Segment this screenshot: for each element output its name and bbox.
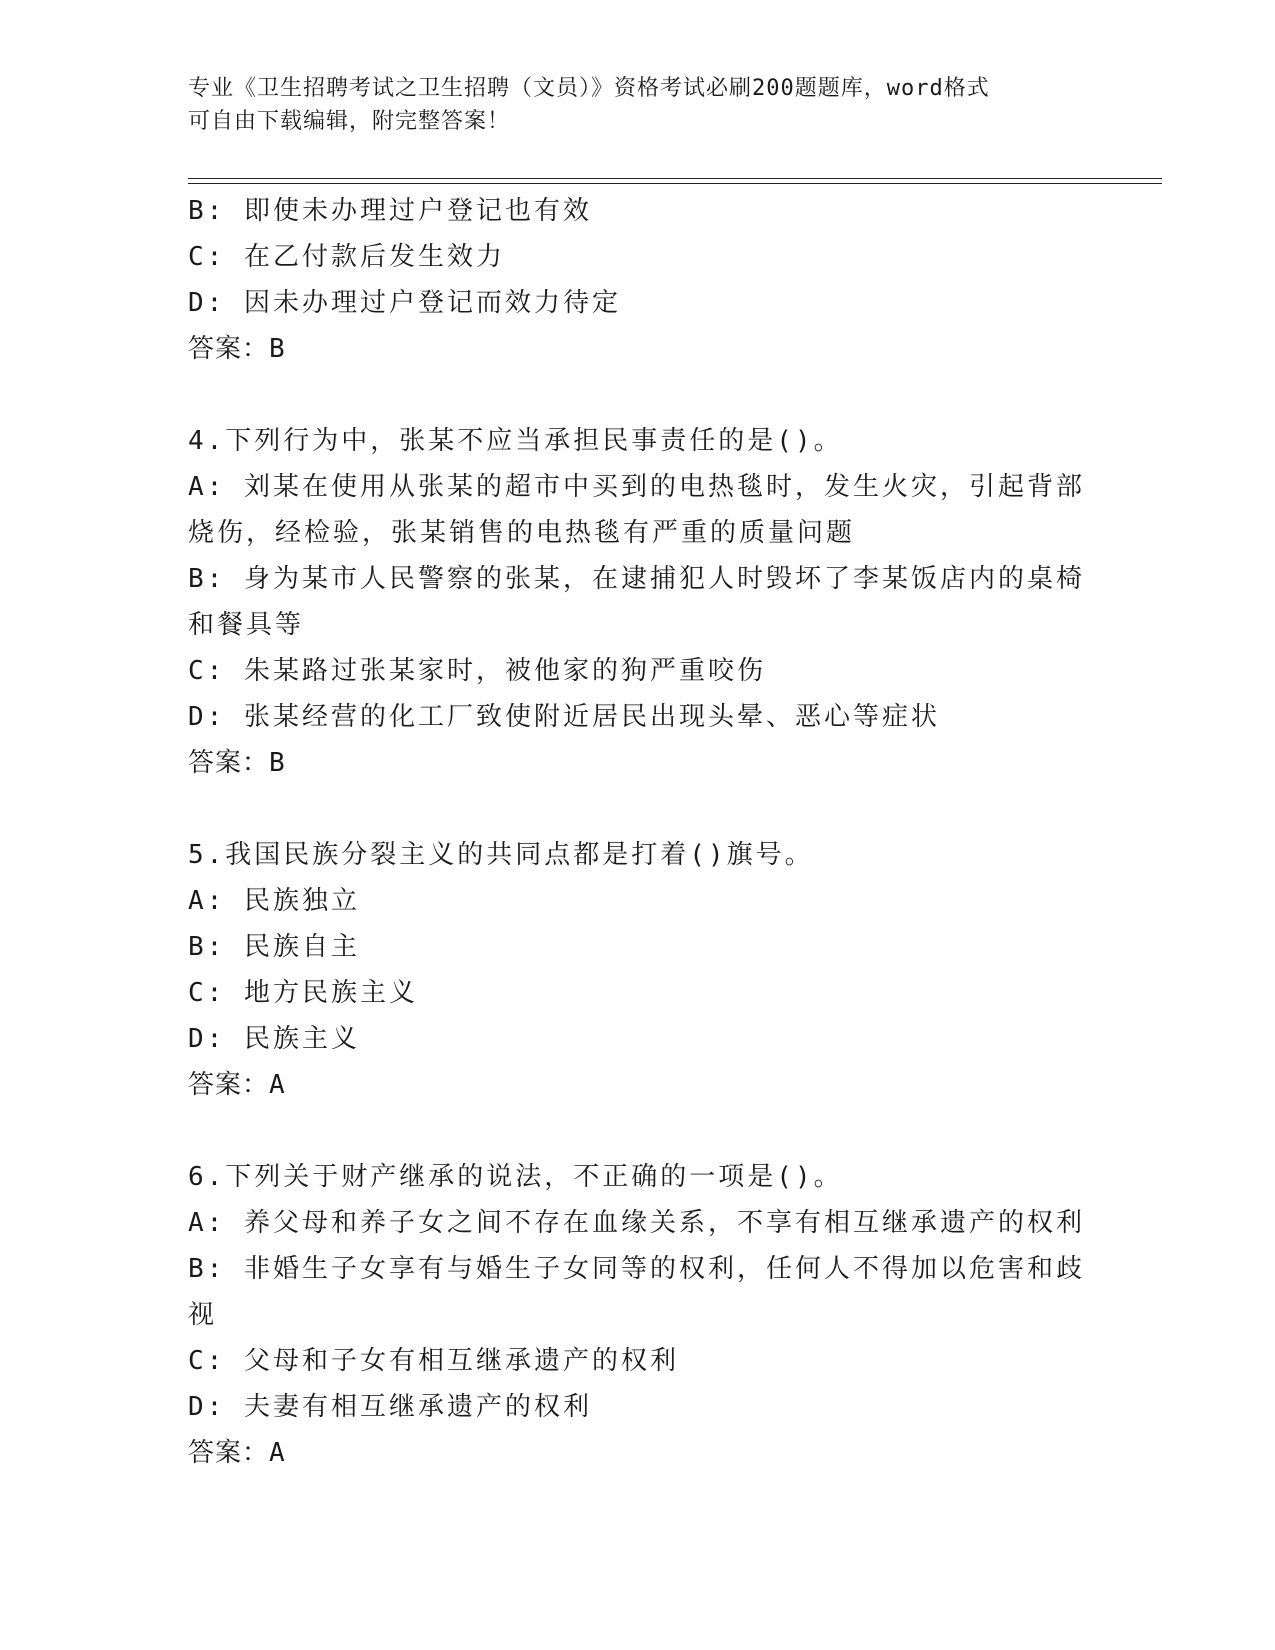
- option-text: 夫妻有相互继承遗产的权利: [243, 1392, 592, 1422]
- option-text: 在乙付款后发生效力: [243, 242, 505, 272]
- option-text: 即使未办理过户登记也有效: [243, 196, 592, 226]
- question-stem: 5.我国民族分裂主义的共同点都是打着()旗号。: [188, 840, 814, 870]
- option-text: 民族主义: [243, 1024, 360, 1054]
- option-text: 身为某市人民警察的张某，在逮捕犯人时毁坏了李某饭店内的桌椅: [243, 564, 1085, 594]
- option-b-continued: 视: [188, 1300, 218, 1330]
- question-5: [188, 832, 1088, 1108]
- option-b: [188, 188, 1088, 234]
- option-text: 因未办理过户登记而效力待定: [243, 288, 621, 318]
- header-rule-top: [188, 178, 1162, 179]
- question-4: [188, 418, 1088, 786]
- option-text: 养父母和养子女之间不存在血缘关系，不享有相互继承遗产的权利: [243, 1208, 1085, 1238]
- question-content: [188, 188, 1088, 1476]
- option-label: D:: [188, 288, 226, 318]
- spacer: [188, 372, 1088, 418]
- option-label: B:: [188, 1254, 226, 1284]
- option-label: B:: [188, 932, 226, 962]
- answer-label: 答案：: [188, 1070, 270, 1100]
- answer-line: [188, 1062, 1088, 1108]
- option-b-continued: 和餐具等: [188, 610, 305, 640]
- spacer: [188, 786, 1088, 832]
- spacer: [188, 1108, 1088, 1154]
- option-c: [188, 970, 1088, 1016]
- option-label: A:: [188, 1208, 226, 1238]
- option-text: 地方民族主义: [243, 978, 418, 1008]
- option-label: A:: [188, 886, 226, 916]
- option-b: [188, 1246, 1088, 1292]
- answer-value: B: [269, 748, 286, 778]
- option-label: D:: [188, 702, 226, 732]
- option-a: [188, 1200, 1088, 1246]
- option-label: C:: [188, 1346, 226, 1376]
- document-header: [188, 72, 1088, 138]
- option-a: [188, 878, 1088, 924]
- option-label: A:: [188, 472, 226, 502]
- answer-value: A: [269, 1070, 286, 1100]
- question-stem: 6.下列关于财产继承的说法，不正确的一项是()。: [188, 1162, 843, 1192]
- option-label: B:: [188, 564, 226, 594]
- option-d: [188, 1016, 1088, 1062]
- answer-line: [188, 1430, 1088, 1476]
- header-rule-bottom: [188, 183, 1162, 184]
- option-text: 张某经营的化工厂致使附近居民出现头晕、恶心等症状: [243, 702, 940, 732]
- header-line-2: 可自由下载编辑，附完整答案！: [188, 109, 511, 134]
- option-text: 朱某路过张某家时，被他家的狗严重咬伤: [243, 656, 766, 686]
- option-label: C:: [188, 978, 226, 1008]
- answer-label: 答案：: [188, 748, 270, 778]
- option-text: 刘某在使用从张某的超市中买到的电热毯时，发生火灾，引起背部: [243, 472, 1085, 502]
- answer-label: 答案：: [188, 1438, 270, 1468]
- option-label: B:: [188, 196, 226, 226]
- option-label: D:: [188, 1392, 226, 1422]
- option-a-continued: 烧伤，经检验，张某销售的电热毯有严重的质量问题: [188, 518, 856, 548]
- answer-value: A: [269, 1438, 286, 1468]
- option-b: [188, 924, 1088, 970]
- option-label: C:: [188, 242, 226, 272]
- question-6: [188, 1154, 1088, 1476]
- answer-line: [188, 740, 1088, 786]
- option-c: [188, 1338, 1088, 1384]
- option-d: [188, 1384, 1088, 1430]
- answer-label: 答案：: [188, 334, 270, 364]
- option-d: [188, 694, 1088, 740]
- option-b: [188, 556, 1088, 602]
- answer-value: B: [269, 334, 286, 364]
- question-stem: 4.下列行为中，张某不应当承担民事责任的是()。: [188, 426, 843, 456]
- option-label: D:: [188, 1024, 226, 1054]
- answer-line: [188, 326, 1088, 372]
- option-a: [188, 464, 1088, 510]
- option-text: 父母和子女有相互继承遗产的权利: [243, 1346, 679, 1376]
- option-text: 民族独立: [243, 886, 360, 916]
- option-label: C:: [188, 656, 226, 686]
- header-line-1: 专业《卫生招聘考试之卫生招聘（文员）》资格考试必刷200题题库，word格式: [188, 76, 990, 101]
- option-text: 民族自主: [243, 932, 360, 962]
- option-text: 非婚生子女享有与婚生子女同等的权利，任何人不得加以危害和歧: [243, 1254, 1085, 1284]
- option-d: [188, 280, 1088, 326]
- question-3-tail: [188, 188, 1088, 372]
- option-c: [188, 234, 1088, 280]
- option-c: [188, 648, 1088, 694]
